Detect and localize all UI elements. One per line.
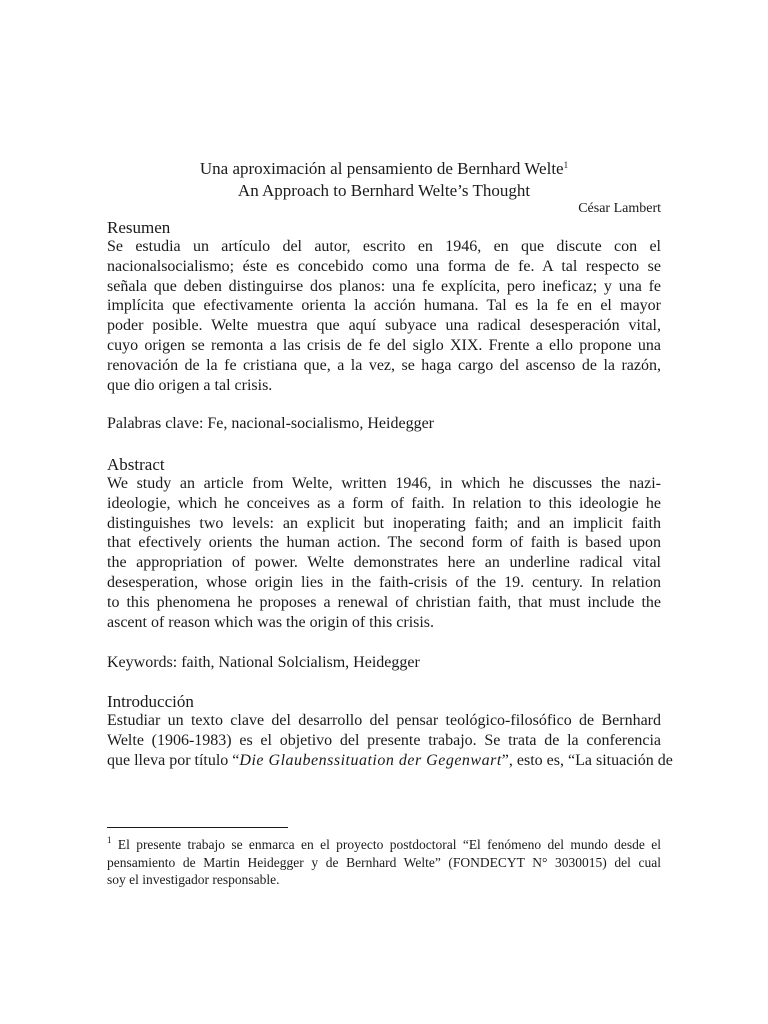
intro-line <box>107 751 673 771</box>
abstract-heading: Abstract <box>107 455 165 474</box>
abstract-line: that efectively orients the human action. The second form of faith is based upon <box>107 534 661 552</box>
abstract-line: ideologie, which he conceives as a form of faith. In relation to this ideologie he <box>107 494 661 512</box>
abstract-line: ascent of reason which was the origin of this crisis. <box>107 613 435 631</box>
introduccion-paragraph <box>107 711 673 770</box>
abstract-line: desesperation, whose origin lies in the faith-crisis of the 19. century. In relation <box>107 573 661 591</box>
introduccion-heading: Introducción <box>107 692 194 711</box>
keywords: Keywords: faith, National Solcialism, Heidegger <box>107 654 420 671</box>
footnote-line <box>107 836 661 854</box>
resumen-line: nacionalsocialismo; éste es concebido como una forma de fe. A tal respecto se <box>107 257 661 275</box>
footnote-divider <box>107 827 288 828</box>
resumen-line: implícita que efectivamente orienta la acción humana. Tal es la fe en el mayor <box>107 297 661 315</box>
title-footnote-mark[interactable]: 1 <box>563 160 569 170</box>
author-name: César Lambert <box>578 201 661 216</box>
resumen-line: poder posible. Welte muestra que aquí subyace una radical desesperación vital, <box>107 317 661 335</box>
resumen-line: Se estudia un artículo del autor, escrito en 1946, en que discute con el <box>107 238 661 255</box>
footnote-mark: 1 <box>107 835 112 845</box>
footnote <box>107 836 661 889</box>
title-spanish-text: Una aproximación al pensamiento de Bernhard Welte <box>199 159 564 178</box>
palabras-clave: Palabras clave: Fe, nacional-socialismo, Heidegger <box>107 415 434 432</box>
footnote-line: pensamiento de Martin Heidegger y de Bernhard Welte” (FONDECYT N° 3030015) del cual <box>107 854 661 870</box>
resumen-heading: Resumen <box>107 218 171 237</box>
footnote-line1-text: El presente trabajo se enmarca en el proyecto postdoctoral “El fenómeno del mundo desde el <box>111 837 661 852</box>
resumen-line: cuyo origen se remonta a las crisis de fe del siglo XIX. Frente a ello propone una <box>107 336 661 354</box>
intro-line: Welte (1906-1983) es el objetivo del presente trabajo. Se trata de la conferencia <box>107 731 661 749</box>
resumen-line: renovación de la fe cristiana que, a la vez, se haga cargo del ascenso de la razón, <box>107 356 661 374</box>
footnote-line: soy el investigador responsable. <box>107 872 280 887</box>
conference-title: Die Glaubenssituation der Gegenwart <box>239 751 502 769</box>
abstract-line: We study an article from Welte, written 1946, in which he discusses the nazi- <box>107 475 661 492</box>
resumen-line: que dio origen a tal crisis. <box>107 376 273 394</box>
abstract-paragraph <box>107 474 661 632</box>
intro-line3-post: ”, esto es, “La situación de <box>501 751 673 769</box>
title-english: An Approach to Bernhard Welte’s Thought <box>237 181 531 200</box>
abstract-line: the appropriation of power. Welte demonstrates here an underline radical vital <box>107 554 661 572</box>
resumen-line: señala que deben distinguirse dos planos: una fe explícita, pero ineficaz; y una fe <box>107 277 661 295</box>
resumen-paragraph <box>107 237 661 395</box>
intro-line: Estudiar un texto clave del desarrollo del pensar teológico-filosófico de Bernhard <box>107 712 661 729</box>
abstract-line: distinguishes two levels: an explicit but inoperating faith; and an implicit faith <box>107 514 661 532</box>
title-spanish <box>0 158 768 180</box>
abstract-line: to this phenomena he proposes a renewal of christian faith, that must include the <box>107 593 661 611</box>
intro-line3-pre: que lleva por título “ <box>107 751 240 769</box>
